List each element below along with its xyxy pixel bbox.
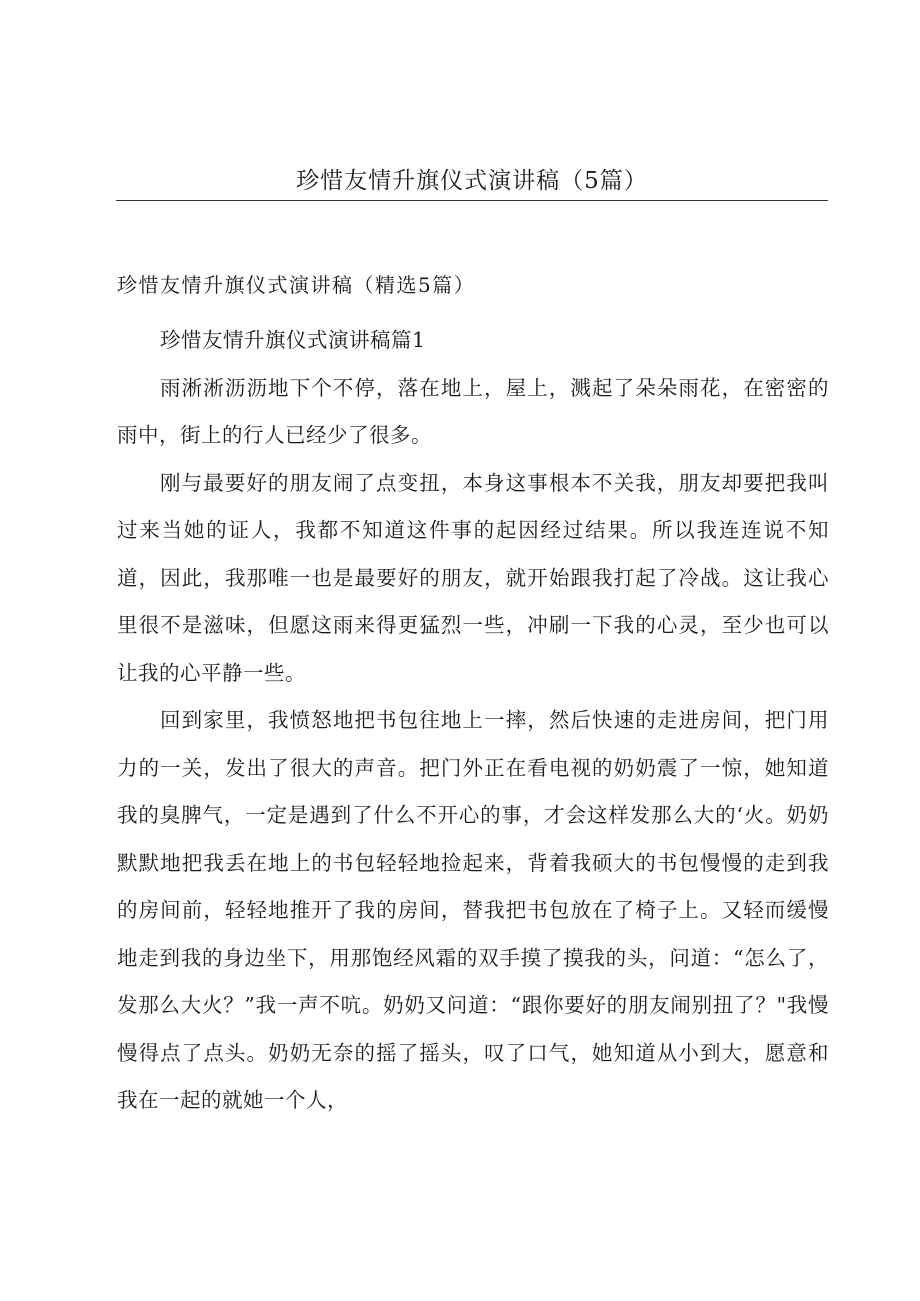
- document-subtitle: 珍惜友情升旗仪式演讲稿（精选5篇）: [117, 273, 476, 297]
- body-paragraph: 刚与最要好的朋友闹了点变扭，本身这事根本不关我，朋友却要把我叫过来当她的证人，我都不知道这件事的起因经过结果。所以我连连说不知道，因此，我那唯一也是最要好的朋友，就开始跟我打起了冷战。这让我心里很不是滋味，但愿这雨来得更猛烈一些，冲刷一下我的心灵，至少也可以让我的心平静一些。: [117, 470, 829, 685]
- section-heading: 珍惜友情升旗仪式演讲稿篇1: [160, 328, 426, 352]
- body-paragraph: 雨淅淅沥沥地下个不停，落在地上，屋上，溅起了朵朵雨花，在密密的雨中，街上的行人已经少了很多。: [117, 375, 829, 447]
- title-underline: [116, 200, 828, 201]
- document-title: 珍惜友情升旗仪式演讲稿（5篇）: [296, 168, 648, 194]
- body-paragraph: 回到家里，我愤怒地把书包往地上一摔，然后快速的走进房间，把门用力的一关，发出了很大的声音。把门外正在看电视的奶奶震了一惊，她知道我的臭脾气，一定是遇到了什么不开心的事，才会这样发那么大的‘火。奶奶默默地把我丢在地上的书包轻轻地捡起来，背着我硕大的书包慢慢的走到我的房间前，轻轻地推开了我的房间，替我把书包放在了椅子上。又轻而缓慢地走到我的身边坐下，用那饱经风霜的双手摸了摸我的头，问道：“怎么了，发那么大火？”我一声不吭。奶奶又问道：“跟你要好的朋友闹别扭了？"我慢慢得点了点头。奶奶无奈的摇了摇头，叹了口气，她知道从小到大，愿意和我在一起的就她一个人，: [117, 708, 829, 1112]
- document-body: [117, 317, 829, 1125]
